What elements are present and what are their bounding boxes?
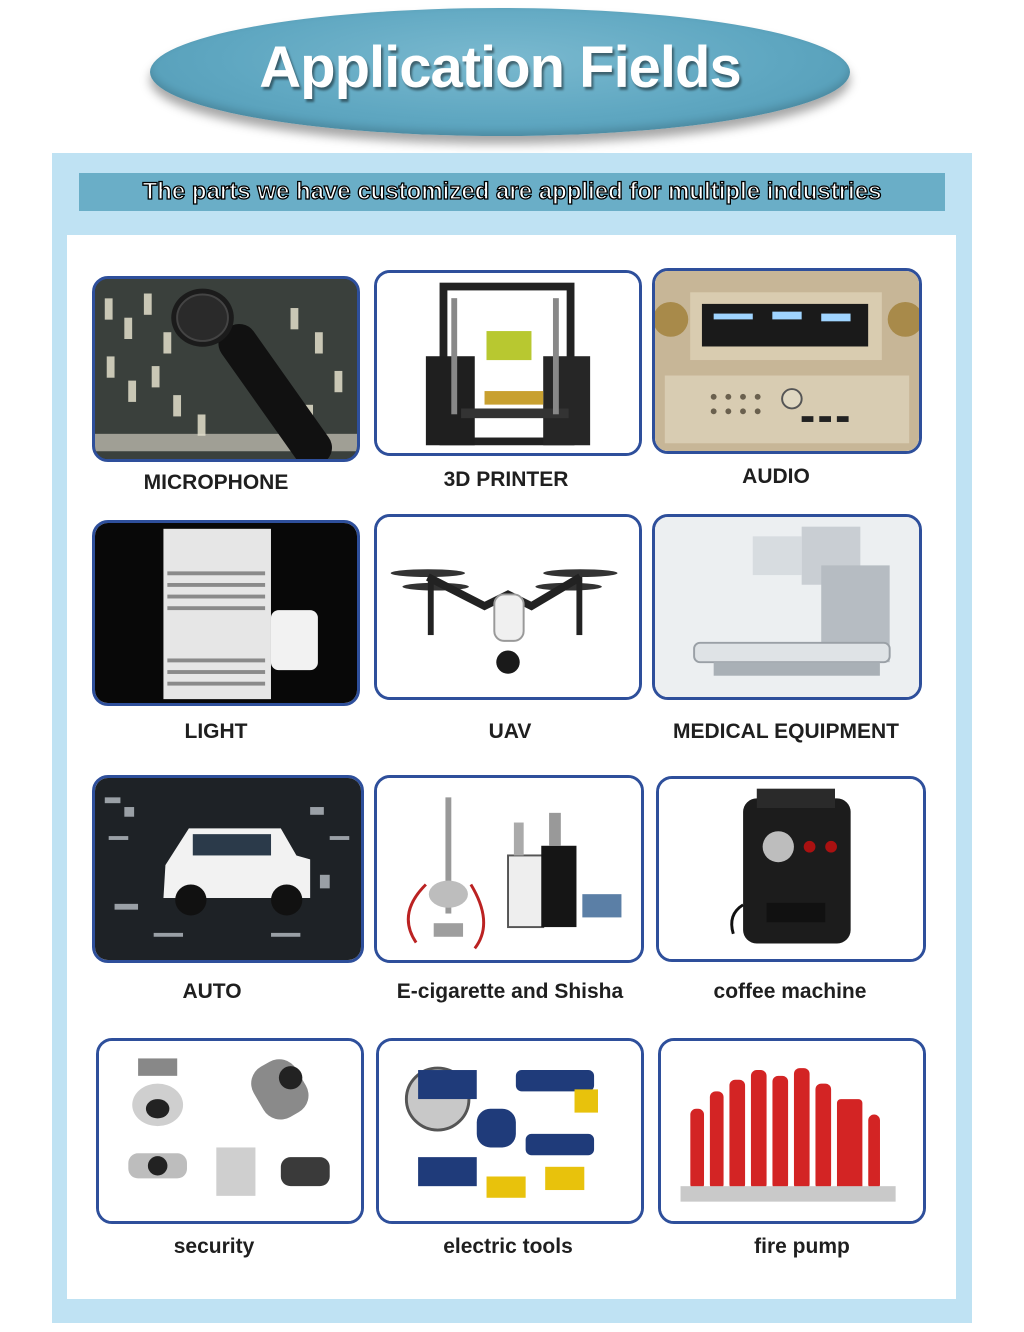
fire-pump-image [658, 1038, 926, 1224]
item-label-3d-printer: 3D PRINTER [443, 468, 569, 491]
item-label-audio: AUDIO [742, 465, 810, 488]
security-image [96, 1038, 364, 1224]
coffee-machine-image [656, 776, 926, 962]
item-label-microphone: MICROPHONE [143, 471, 289, 494]
item-label-coffee-machine: coffee machine [713, 980, 867, 1003]
item-label-security: security [173, 1235, 255, 1258]
item-label-fire-pump: fire pump [754, 1235, 850, 1258]
page-title: Application Fields [259, 35, 741, 100]
item-label-uav: UAV [488, 720, 532, 743]
e-cigarette-image [374, 775, 644, 963]
medical-equipment-image [652, 514, 922, 700]
subtitle-text: The parts we have customized are applied for multiple industries [142, 178, 882, 205]
uav-image [374, 514, 642, 700]
subtitle-bar [79, 173, 945, 211]
item-label-light: LIGHT [184, 720, 248, 743]
microphone-image [92, 276, 360, 462]
audio-image [652, 268, 922, 454]
3d-printer-image [374, 270, 642, 456]
item-label-e-cigarette: E-cigarette and Shisha [396, 980, 624, 1003]
light-image [92, 520, 360, 706]
auto-image [92, 775, 364, 963]
electric-tools-image [376, 1038, 644, 1224]
item-label-electric-tools: electric tools [443, 1235, 573, 1258]
item-label-medical-equipment: MEDICAL EQUIPMENT [673, 720, 899, 743]
item-label-auto: AUTO [182, 980, 242, 1003]
title-banner [150, 8, 850, 136]
